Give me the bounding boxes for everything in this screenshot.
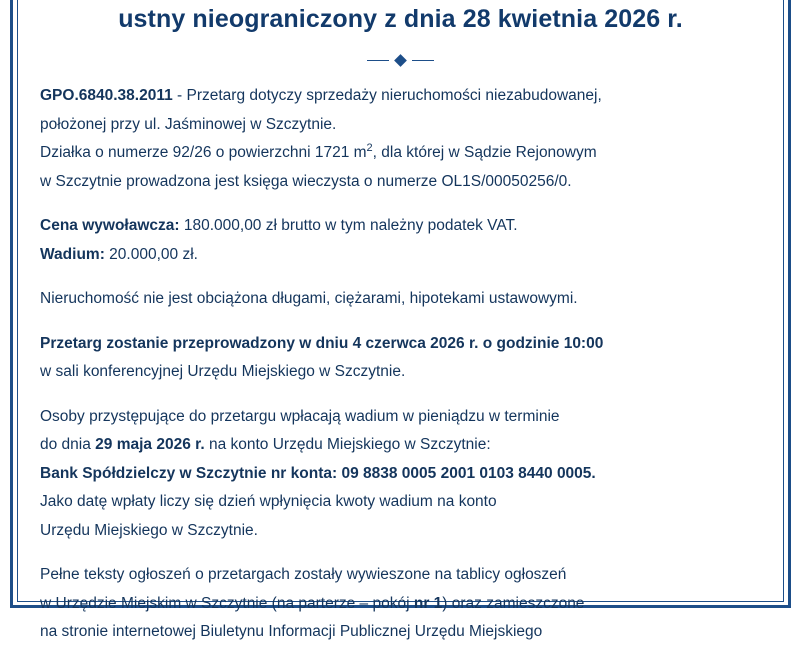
plot-court-text: , dla której w Sądzie Rejonowym (372, 144, 597, 161)
case-reference-text: - Przetarg dotyczy sprzedaży nieruchomości niezabudowanej, (172, 87, 602, 104)
divider-line-left (367, 60, 389, 61)
auction-datetime: Przetarg zostanie przeprowadzony w dniu 4 czerwca 2026 r. o godzinie 10:00 (40, 334, 604, 352)
paragraph-encumbrances: Nieruchomość nie jest obciążona długami, ciężarami, hipotekami ustawowymi. (40, 290, 578, 307)
paragraph-payment-terms (40, 403, 761, 546)
availability-line-2-prefix: w Urzędzie Miejskim w Szczytnie (na parterze – pokój (40, 594, 414, 612)
starting-price-label: Cena wywoławcza: (40, 217, 180, 234)
paragraph-auction-date (40, 330, 761, 387)
plot-area-text: Działka o numerze 92/26 o powierzchni 1721 m (40, 144, 367, 161)
payment-deadline-prefix: do dnia (40, 436, 96, 453)
land-register-number-text: w Szczytnie prowadzona jest księga wieczysta o numerze OL1S/00050256/0. (40, 172, 572, 190)
paragraph-plot-details (40, 139, 761, 196)
case-reference-number: GPO.6840.38.2011 (40, 87, 173, 104)
property-location: położonej przy ul. Jaśminowej w Szczytnie. (40, 115, 337, 133)
deposit-label: Wadium: (40, 245, 105, 263)
payment-terms-line-1: Osoby przystępujące do przetargu wpłacają wadium w pieniądzu w terminie (40, 407, 560, 425)
payment-date-rule-line-1: Jako datę wpłaty liczy się dzień wpłynięcia kwoty wadium na konto (40, 493, 497, 510)
availability-line-3-truncated: na stronie internetowej Biuletynu Informacji Publicznej Urzędu Miejskiego (40, 623, 543, 640)
payment-deadline-suffix: na konto Urzędu Miejskiego w Szczytnie: (204, 436, 491, 453)
payment-date-rule-line-2: Urzędu Miejskiego w Szczytnie. (40, 521, 258, 539)
room-number: nr 1 (413, 594, 443, 612)
notice-content (40, 0, 761, 640)
bank-account-number: Bank Spółdzielczy w Szczytnie nr konta: 09 8838 0005 2001 0103 8440 0005. (40, 464, 596, 482)
payment-deadline-date: 29 maja 2026 r. (95, 436, 205, 453)
availability-line-2-suffix: ) oraz zamieszczone (442, 594, 585, 612)
starting-price-value: 180.000,00 zł brutto w tym należny podatek VAT. (179, 217, 518, 234)
page-title: ustny nieograniczony z dnia 28 kwietnia 2026 r. (118, 5, 683, 33)
paragraph-reference (40, 82, 761, 139)
diamond-divider (40, 54, 761, 66)
paragraph-starting-price (40, 212, 761, 241)
paragraph-full-text-availability (40, 561, 761, 647)
availability-line-1: Pełne teksty ogłoszeń o przetargach zostały wywieszone na tablicy ogłoszeń (40, 566, 567, 583)
divider-line-right (412, 60, 434, 61)
diamond-icon (394, 54, 407, 67)
deposit-value: 20.000,00 zł. (104, 245, 198, 263)
paragraph-deposit (40, 241, 761, 270)
auction-place: w sali konferencyjnej Urzędu Miejskiego w Szczytnie. (40, 363, 406, 380)
notice-body (40, 82, 761, 647)
square-meter-superscript: 2 (366, 141, 373, 154)
